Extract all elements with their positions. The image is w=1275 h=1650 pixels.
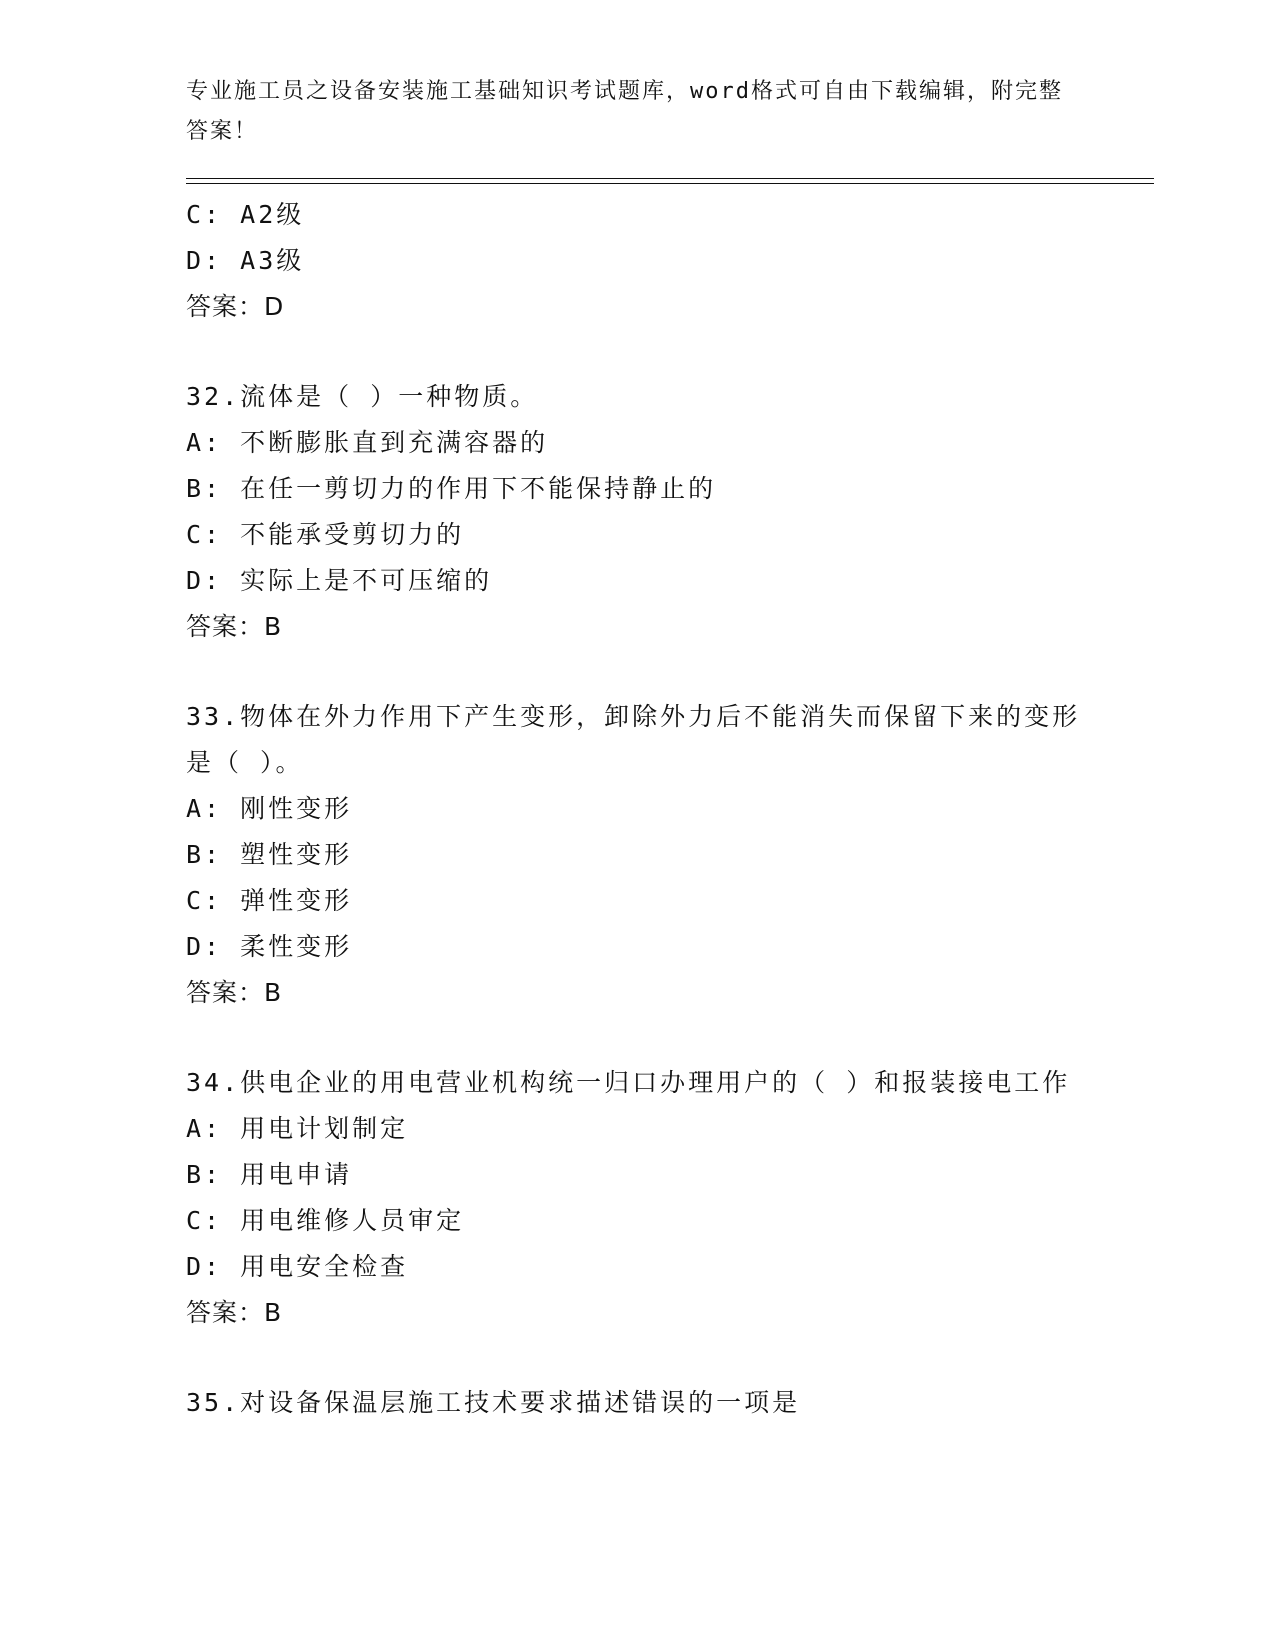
option-b: B: 塑性变形 bbox=[186, 840, 353, 869]
option-d: D: A3级 bbox=[186, 246, 305, 275]
option-d: D: 用电安全检查 bbox=[186, 1252, 409, 1281]
answer: 答案：D bbox=[186, 292, 285, 321]
question-stem: 34.供电企业的用电营业机构统一归口办理用户的（ ）和报装接电工作 bbox=[186, 1068, 1071, 1097]
document-header: 专业施工员之设备安装施工基础知识考试题库，word格式可自由下载编辑，附完整答案！ bbox=[186, 79, 1063, 144]
answer: 答案：B bbox=[186, 1298, 283, 1327]
question-32 bbox=[186, 374, 1086, 650]
answer: 答案：B bbox=[186, 978, 283, 1007]
option-a: A: 用电计划制定 bbox=[186, 1114, 409, 1143]
question-34 bbox=[186, 1060, 1086, 1336]
question-35 bbox=[186, 1380, 1086, 1426]
option-d: D: 实际上是不可压缩的 bbox=[186, 566, 493, 595]
option-c: C: 用电维修人员审定 bbox=[186, 1206, 465, 1235]
previous-question-tail bbox=[186, 192, 1086, 330]
option-b: B: 在任一剪切力的作用下不能保持静止的 bbox=[186, 474, 717, 503]
header-rule-bottom bbox=[186, 183, 1154, 184]
question-stem: 32.流体是（ ）一种物质。 bbox=[186, 382, 539, 411]
option-a: A: 不断膨胀直到充满容器的 bbox=[186, 428, 549, 457]
option-a: A: 刚性变形 bbox=[186, 794, 353, 823]
option-b: B: 用电申请 bbox=[186, 1160, 353, 1189]
answer: 答案：B bbox=[186, 612, 283, 641]
header-rule-top bbox=[186, 178, 1154, 179]
option-c: C: A2级 bbox=[186, 200, 305, 229]
question-33 bbox=[186, 694, 1086, 1016]
question-content bbox=[186, 192, 1086, 1426]
option-c: C: 不能承受剪切力的 bbox=[186, 520, 465, 549]
question-stem: 35.对设备保温层施工技术要求描述错误的一项是 bbox=[186, 1388, 801, 1417]
option-d: D: 柔性变形 bbox=[186, 932, 353, 961]
option-c: C: 弹性变形 bbox=[186, 886, 353, 915]
question-stem: 33.物体在外力作用下产生变形，卸除外力后不能消失而保留下来的变形是（ ）。 bbox=[186, 702, 1081, 777]
